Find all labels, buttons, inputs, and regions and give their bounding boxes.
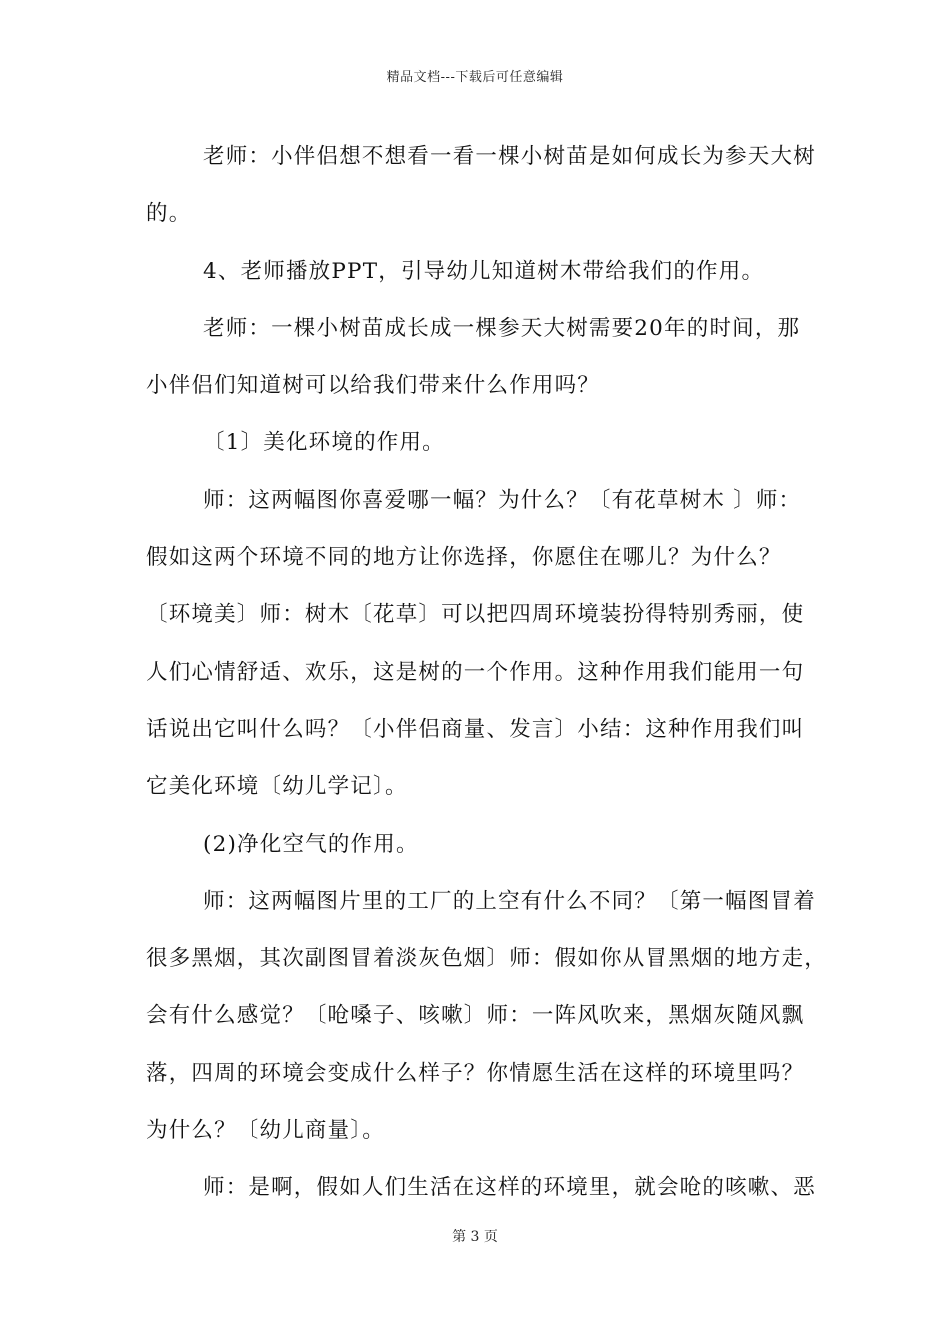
section-heading: 〔1〕美化环境的作用。 bbox=[203, 430, 445, 456]
section-heading: (2)净化空气的作用。 bbox=[203, 831, 419, 857]
text-line: 落，四周的环境会变成什么样子？你情愿生活在这样的环境里吗？ bbox=[146, 1060, 805, 1086]
text-line: 4、老师播放PPT，引导幼儿知道树木带给我们的作用。 bbox=[203, 258, 765, 284]
text-line: 师：是啊，假如人们生活在这样的环境里，就会呛的咳嗽、恶 bbox=[203, 1175, 816, 1201]
text-line: 人们心情舒适、欢乐，这是树的一个作用。这种作用我们能用一句 bbox=[146, 659, 805, 685]
text-line: 小伴侣们知道树可以给我们带来什么作用吗？ bbox=[146, 373, 601, 399]
text-line: 老师：一棵小树苗成长成一棵参天大树需要20年的时间，那 bbox=[203, 315, 801, 341]
page-header: 精品文档---下载后可任意编辑 bbox=[386, 70, 564, 85]
text-line: 师：这两幅图片里的工厂的上空有什么不同？〔第一幅图冒着 bbox=[203, 888, 816, 914]
page-number: 第 3 页 bbox=[452, 1229, 498, 1245]
document-body bbox=[146, 128, 828, 1217]
text-line: 师：这两幅图你喜爱哪一幅？为什么？〔有花草树木 〕师： bbox=[203, 487, 802, 513]
text-line: 它美化环境〔幼儿学记〕。 bbox=[146, 774, 408, 800]
text-line: 为什么？〔幼儿商量〕。 bbox=[146, 1118, 385, 1144]
text-line: 很多黑烟，其次副图冒着淡灰色烟〕师：假如你从冒黑烟的地方走， bbox=[146, 946, 828, 972]
text-line: 〔环境美〕师：树木〔花草〕可以把四周环境装扮得特别秀丽，使 bbox=[146, 602, 805, 628]
text-line: 老师：小伴侣想不想看一看一棵小树苗是如何成长为参天大树 bbox=[203, 144, 816, 169]
text-line: 的。 bbox=[146, 201, 192, 227]
text-line: 会有什么感觉？〔呛嗓子、咳嗽〕师：一阵风吹来，黑烟灰随风飘 bbox=[146, 1003, 805, 1029]
text-line: 话说出它叫什么吗？〔小伴侣商量、发言〕小结：这种作用我们叫 bbox=[146, 716, 805, 742]
text-line: 假如这两个环境不同的地方让你选择，你愿住在哪儿？为什么？ bbox=[146, 545, 782, 571]
